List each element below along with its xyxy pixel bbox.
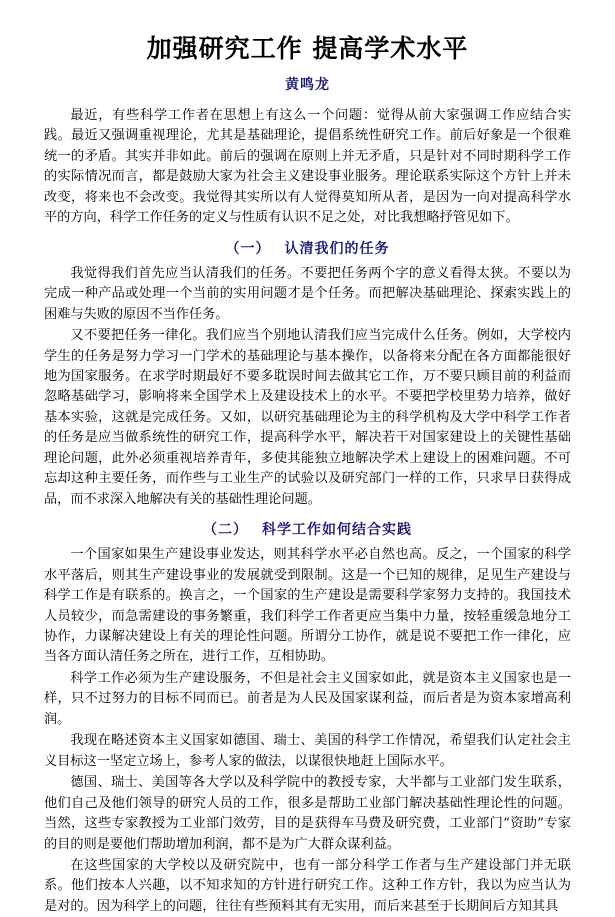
section-1-paragraph-1: 我觉得我们首先应当认清我们的任务。不要把任务两个字的意义看得太狭。不要以为完成一种产品或处理一个当前的实用问题才是个任务。而把解决基础理论、探索实践上的困难与失败的原因不当作任务。 — [44, 265, 571, 322]
section-heading-2 — [44, 519, 571, 539]
section-number-1: （一） — [225, 240, 271, 257]
page-title: 加强研究工作 提高学术水平 — [146, 34, 469, 63]
section-2-paragraph-2: 科学工作必须为生产建设服务，不但是社会主义国家如此，就是资本主义国家也是一样，只不过努力的目标不同而已。前者是为人民及国家谋利益，而后者是为资本家增高利润。 — [44, 670, 571, 727]
section-2-paragraph-4: 德国、瑞士、美国等各大学以及科学院中的教授专家，大半都与工业部门发生联系，他们自己及他们领导的研究人员的工作，很多是帮助工业部门解决基础性理论性的问题。当然，这些专家教授为工业部门效劳，目的是获得车马费及研究费，工业部门“资助”专家的目的则是要他们帮助增加利润，都不是为广大群众谋利益。 — [44, 775, 571, 852]
section-2-paragraph-1: 一个国家如果生产建设事业发达，则其科学水平必自然也高。反之，一个国家的科学水平落后，则其生产建设事业的发展就受到限制。这是一个已知的规律，足见生产建设与科学工作是有联系的。换言之，一个国家的生产建设是需要科学家努力支持的。我国技术人员较少，而急需建设的事务繁重，我们科学工作者更应当集中力量，按轻重缓急地分工协作，力谋解决建设上有关的理论性问题。所谓分工协作，就是说不要把工作一律化，应当各方面认清任务之所在，进行工作，互相协助。 — [44, 547, 571, 665]
section-2-paragraph-3: 我现在略述资本主义国家如德国、瑞士、美国的科学工作情况，希望我们认定社会主义目标这一坚定立场上，参考人家的做法，以谋很快地赶上国际水平。 — [44, 733, 571, 769]
section-2-paragraph-5: 在这些国家的大学校以及研究院中，也有一部分科学工作者与生产建设部门并无联系。他们按本人兴趣，以不知求知的方针进行研究工作。这种工作方针，我以为应当认为是对的。因为科学上的问题，往往有些预料其有无实用，而后来甚至于长期间后方知其具 — [44, 857, 571, 914]
section-1-paragraph-2: 又不要把任务一律化。我们应当个别地认清我们应当完成什么任务。例如，大学校内学生的任务是努力学习一门学术的基础理论与基本操作，以备将来分配在各方面都能很好地为国家服务。在求学时期最好不要多耽误时间去做其它工作，万不要只顾目前的利益而忽略基础学习，影响将来全国学术上及建设技术上的水平。不要把学校里势力培养，做好基本实验，这就是完成任务。又如，以研究基础理论为主的科学机构及大学中科学工作者的任务是应当做系统性的研究工作，提高科学水平，解决若干对国家建设上的关键性基础理论问题，此外必须重视培养青年，多使其能独立地解决学术上建设上的困难问题。不可忘却这种主要任务，而作些与工业生产的试验以及研究部门一样的工作，只求早日获得成品，而不求深入地解决有关的基础性理论问题。 — [44, 328, 571, 507]
author-name: 黄鸣龙 — [285, 77, 330, 93]
intro-paragraph: 最近，有些科学工作者在思想上有这么一个问题：觉得从前大家强调工作应结合实践。最近又强调重视理论，尤其是基础理论，提倡系统性研究工作。前后好象是一个很难统一的矛盾。其实并非如此。前后的强调在原则上并无矛盾，只是针对不同时期科学工作的实际情况而言，都是鼓励大家为社会主义建设事业服务。理论联系实际这个方针上并未改变，将来也不会改变。我觉得其实所以有人觉得莫知所从者，是因为一向对提高科学水平的方向，科学工作任务的定义与性质有认识不足之处，对比我想略抒管见如下。 — [44, 108, 571, 226]
section-title-1: 认清我们的任务 — [284, 240, 390, 257]
section-number-2: （二） — [203, 522, 248, 539]
section-title-2: 科学工作如何结合实践 — [262, 522, 412, 539]
section-heading-1 — [44, 238, 571, 258]
